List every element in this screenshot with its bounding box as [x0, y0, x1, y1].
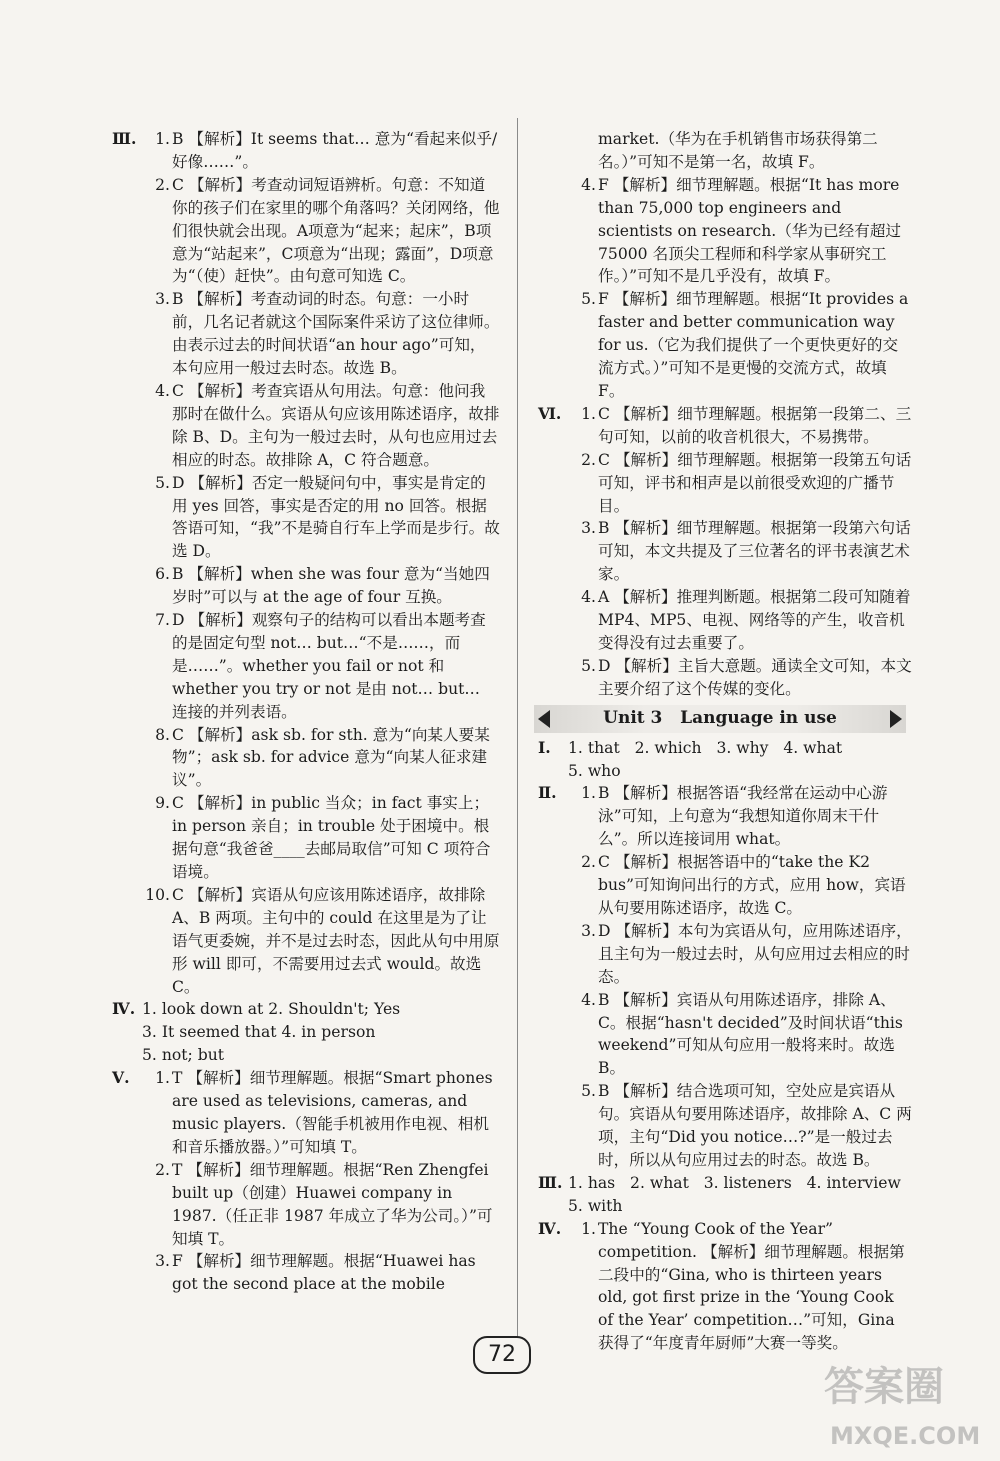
item-text: C 【解析】考查动词短语辨析。句意：不知道你的孩子们在家里的哪个角落吗？关闭网络，他们很快就会出现。A项意为“起来；起床”，B项意为“站起来”，C项意为“出现；露面”，D项意为“（使）赶快”。由句意可知选 C。 [172, 175, 500, 286]
answer-line: 1. look down at 2. Shouldn't; Yes [142, 1000, 401, 1019]
unit-title: Unit 3 Language in use [603, 708, 837, 729]
section-v-continued [538, 174, 913, 403]
item-number: 6. [155, 565, 170, 584]
item-number: 5. [581, 290, 596, 309]
section-label: Ⅲ. [112, 129, 137, 148]
item-number: 5. [581, 1082, 596, 1101]
unit-heading [534, 705, 906, 733]
answer-item [155, 792, 500, 884]
answer-item [581, 782, 913, 851]
item-number: 1. [581, 1219, 596, 1238]
item-number: 3. [581, 519, 596, 538]
section-vi [538, 403, 913, 701]
answer-line: 5. with [568, 1196, 623, 1215]
answer-item [581, 1218, 913, 1355]
triangle-right-icon [890, 710, 902, 728]
section-label: Ⅱ. [538, 783, 557, 803]
answer-item [581, 449, 913, 518]
item-number: 2. [581, 853, 596, 872]
answer-line: 1. that 2. which 3. why 4. what [568, 738, 843, 757]
item-text: The “Young Cook of the Year” competition. 【解析】细节理解题。根据第二段中的“Gina, who is thirteen years old, got first prize in the ‘Young Cook of the Year’ competition…”可知，Gina 获得了“年度青年厨师”大赛一等奖。 [598, 1219, 905, 1353]
watermark-bottom-text: MXQE.COM [830, 1422, 981, 1450]
item-text: T 【解析】细节理解题。根据“Ren Zhengfei built up（创建）Huawei company in 1987.（任正非 1987 年成立了华为公司。）”可知填 T。 [172, 1160, 493, 1248]
item-text: B 【解析】细节理解题。根据第一段第六句话可知，本文共提及了三位著名的评书表演艺术家。 [598, 519, 911, 584]
item-text: F 【解析】细节理解题。根据“Huawei has got the second place at the mobile [172, 1252, 476, 1294]
section-v [112, 1067, 500, 1296]
item-text: B 【解析】宾语从句用陈述语序，排除 A、C。根据“hasn't decided”及时间状语“this weekend”可知从句应用一般将来时。故选 B。 [598, 990, 903, 1078]
item-text: D 【解析】本句为宾语从句，应用陈述语序，且主句为一般过去时，从句应用过去相应的时态。 [598, 921, 912, 986]
continuation-text: market.（华为在手机销售市场获得第二名。）”可知不是第一名，故填 F。 [598, 130, 878, 171]
answer-item [155, 724, 500, 793]
answer-item [581, 989, 913, 1081]
item-number: 4. [155, 381, 170, 400]
answer-line: 1. has 2. what 3. listeners 4. interview [568, 1173, 901, 1192]
item-number: 1. [155, 130, 170, 148]
item-number: 2. [155, 175, 170, 194]
item-number: 4. [581, 990, 596, 1009]
right-column [538, 128, 913, 1355]
item-number: 10. [145, 885, 170, 904]
section-i [538, 737, 913, 783]
item-number: 7. [155, 611, 170, 630]
answer-item [581, 1080, 913, 1172]
page-number: 72 [473, 1336, 531, 1374]
answer-line: 5. not; but [142, 1046, 225, 1065]
answer-item [581, 920, 913, 989]
item-text: C 【解析】in public 当众；in fact 事实上；in person 亲自；in trouble 处于困境中。根据句意“我爸爸____去邮局取信”可知 C 项符合语境。 [172, 794, 491, 881]
section-label: Ⅳ. [112, 999, 136, 1019]
section-iv-right [538, 1218, 913, 1355]
answer-item [581, 586, 913, 655]
item-text: C 【解析】细节理解题。根据第一段第五句话可知，评书和相声是以前很受欢迎的广播节目。 [598, 450, 912, 515]
item-number: 3. [581, 921, 596, 940]
section-label: Ⅰ. [538, 737, 551, 757]
section-iii [112, 128, 500, 998]
answer-item [155, 472, 500, 564]
item-number: 9. [155, 794, 170, 813]
answer-line: 3. It seemed that 4. in person [142, 1023, 376, 1042]
item-number: 3. [155, 290, 170, 309]
section-iv [112, 998, 500, 1067]
triangle-left-icon [538, 710, 550, 728]
item-text: D 【解析】观察句子的结构可以看出本题考查的是固定句型 not… but…“不是……，而是……”。whether you fail or not 和 whether you try or not 是由 not… but… 连接的并列表语。 [172, 611, 486, 721]
item-text: B 【解析】It seems that… 意为“看起来似乎/好像……”。 [172, 130, 498, 171]
item-text: A 【解析】推理判断题。根据第二段可知随着 MP4、MP5、电视、网络等的产生，收音机变得没有过去重要了。 [598, 588, 911, 652]
item-text: C 【解析】细节理解题。根据第一段第二、三句可知，以前的收音机很大，不易携带。 [598, 404, 912, 446]
column-divider [517, 118, 518, 1338]
watermark-logo [816, 1348, 986, 1458]
answer-item [581, 517, 913, 586]
section-label: Ⅴ. [112, 1068, 130, 1088]
section-label: Ⅵ. [538, 403, 562, 423]
item-number: 1. [581, 784, 596, 803]
item-text: T 【解析】细节理解题。根据“Smart phones are used as televisions, cameras, and music players.（智能手机被用作电视、相机和音乐播放器。）”可知填 T。 [172, 1069, 493, 1156]
section-label: Ⅲ. [538, 1172, 563, 1192]
item-text: C 【解析】宾语从句应该用陈述语序，故排除 A、B 两项。主句中的 could 在这里是为了让语气更委婉，并不是过去时态，因此从句中用原形 will 即可，不需要用过去式 would。故选 C。 [172, 885, 500, 996]
item-text: D 【解析】主旨大意题。通读全文可知，本文主要介绍了这个传媒的变化。 [598, 656, 912, 698]
item-number: 3. [155, 1252, 170, 1271]
item-number: 5. [581, 656, 596, 675]
item-text: C 【解析】ask sb. for sth. 意为“向某人要某物”；ask sb. for advice 意为“向某人征求建议”。 [172, 725, 490, 790]
item-number: 4. [581, 175, 596, 194]
left-column [112, 128, 500, 1296]
item-text: F 【解析】细节理解题。根据“It provides a faster and better communication way for us.（它为我们提供了一个更快更好的交流方式。）”可知不是更慢的交流方式，故填 F。 [598, 290, 909, 400]
item-text: C 【解析】根据答语中的“take the K2 bus”可知询问出行的方式，应用 how，宾语从句要用陈述语序，故选 C。 [598, 853, 906, 917]
item-text: B 【解析】考查动词的时态。句意：一小时前，几名记者就这个国际案件采访了这位律师。由表示过去的时间状语“an hour ago”可知，本句应用一般过去时态。故选 B。 [172, 290, 500, 378]
item-number: 4. [581, 588, 596, 607]
answer-item [145, 884, 500, 999]
item-number: 2. [581, 450, 596, 469]
answer-item [581, 174, 913, 289]
item-text: B 【解析】结合选项可知，空处应是宾语从句。宾语从句要用陈述语序，故排除 A、C 两项，主句“Did you notice…?”是一般过去时，所以从句应用过去的时态。故选 B。 [598, 1082, 912, 1169]
item-text: B 【解析】when she was four 意为“当她四岁时”可以与 at the age of four 互换。 [172, 565, 490, 607]
answer-item [581, 851, 913, 920]
answer-item [155, 1067, 500, 1159]
answer-item [155, 563, 500, 609]
section-label: Ⅳ. [538, 1218, 562, 1238]
item-number: 8. [155, 725, 170, 744]
item-number: 1. [581, 404, 596, 423]
answer-item [581, 288, 913, 403]
item-number: 5. [155, 473, 170, 492]
answer-item [155, 609, 500, 724]
item-text: B 【解析】根据答语“我经常在运动中心游泳”可知，上句意为“我想知道你周末干什么”。所以连接词用 what。 [598, 784, 888, 849]
answer-item [155, 1250, 500, 1296]
answer-item [155, 380, 500, 472]
answer-item [155, 1159, 500, 1251]
section-ii [538, 782, 913, 1171]
item-text: F 【解析】细节理解题。根据“It has more than 75,000 top engineers and scientists on research.（华为已经有超过 75000 名顶尖工程师和科学家从事研究工作。）”可知不是几乎没有，故填 F。 [598, 175, 902, 286]
answer-item [581, 655, 913, 701]
item-number: 1. [155, 1069, 170, 1088]
answer-item [155, 128, 500, 174]
item-number: 2. [155, 1160, 170, 1179]
item-text: D 【解析】否定一般疑问句中，事实是肯定的用 yes 回答，事实是否定的用 no 回答。根据答语可知，“我”不是骑自行车上学而是步行。故选 D。 [172, 473, 500, 561]
answer-line: 5. who [568, 761, 621, 780]
item-text: C 【解析】考查宾语从句用法。句意：他问我那时在做什么。宾语从句应该用陈述语序，故排除 B、D。主句为一般过去时，从句也应用过去相应的时态。故排除 A，C 符合题意。 [172, 381, 500, 469]
section-iii-right [538, 1172, 913, 1218]
answer-item [155, 288, 500, 380]
answer-item [155, 174, 500, 289]
watermark-top-text: 答案圈 [824, 1364, 944, 1410]
answer-item [581, 403, 913, 449]
